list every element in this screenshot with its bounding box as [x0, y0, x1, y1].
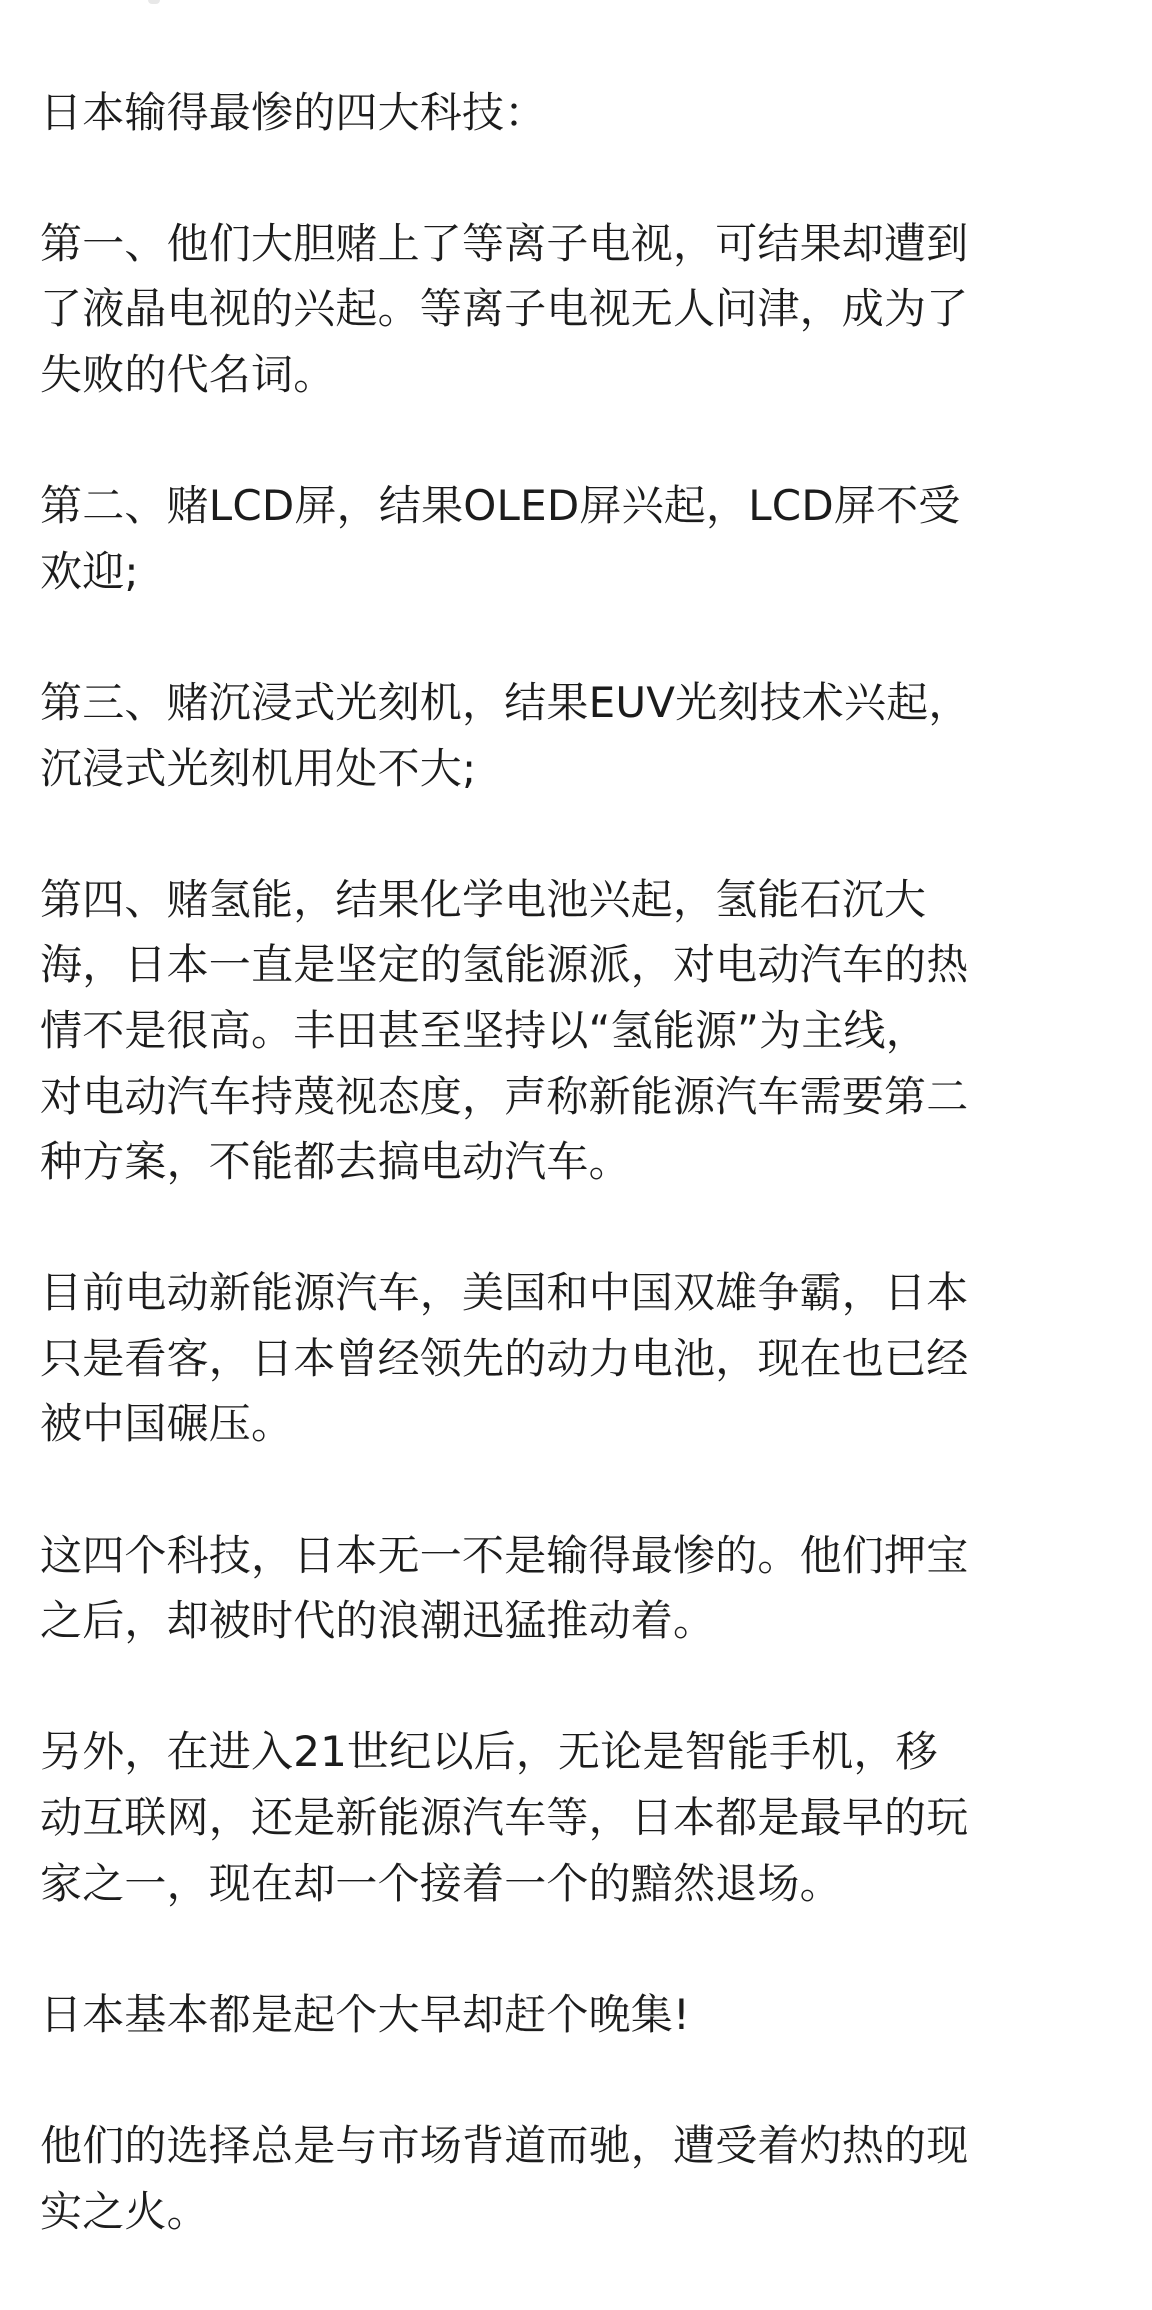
- post-body: [40, 14, 1125, 2310]
- paragraph-summary: 这四个科技，日本无一不是输得最惨的。他们押宝 之后，却被时代的浪潮迅猛推动着。: [40, 1530, 969, 1646]
- paragraph-first: 第一、他们大胆赌上了等离子电视，可结果却遭到 了液晶电视的兴起。等离子电视无人问津，成为了 失败的代名词。: [40, 218, 969, 399]
- paragraph-ev-market: 目前电动新能源汽车，美国和中国双雄争霸，日本 只是看客，日本曾经领先的动力电池，现在也已经 被中国碾压。: [40, 1268, 969, 1449]
- avatar-edge: [148, 0, 160, 4]
- paragraph-conclusion: 他们的选择总是与市场背道而驰，遭受着灼热的现 实之火。: [40, 2121, 969, 2236]
- paragraph-fourth: 第四、赌氢能，结果化学电池兴起，氢能石沉大 海，日本一直是坚定的氢能源派，对电动汽车的热 情不是很高。丰田甚至坚持以“氢能源”为主线， 对电动汽车持蔑视态度，声称新能源汽车需要第二 种方案，不能都去搞电动汽车。: [40, 874, 969, 1187]
- paragraph-second: 第二、赌LCD屏，结果OLED屏兴起，LCD屏不受 欢迎;: [40, 481, 961, 596]
- post-title: 日本输得最惨的四大科技：: [40, 87, 547, 137]
- paragraph-third: 第三、赌沉浸式光刻机，结果EUV光刻技术兴起， 沉浸式光刻机用处不大;: [40, 677, 971, 793]
- paragraph-early-late: 日本基本都是起个大早却赶个晚集!: [40, 1989, 691, 2039]
- paragraph-21st-century: 另外，在进入21世纪以后，无论是智能手机，移 动互联网，还是新能源汽车等，日本都是最早的玩 家之一，现在却一个接着一个的黯然退场。: [40, 1727, 969, 1908]
